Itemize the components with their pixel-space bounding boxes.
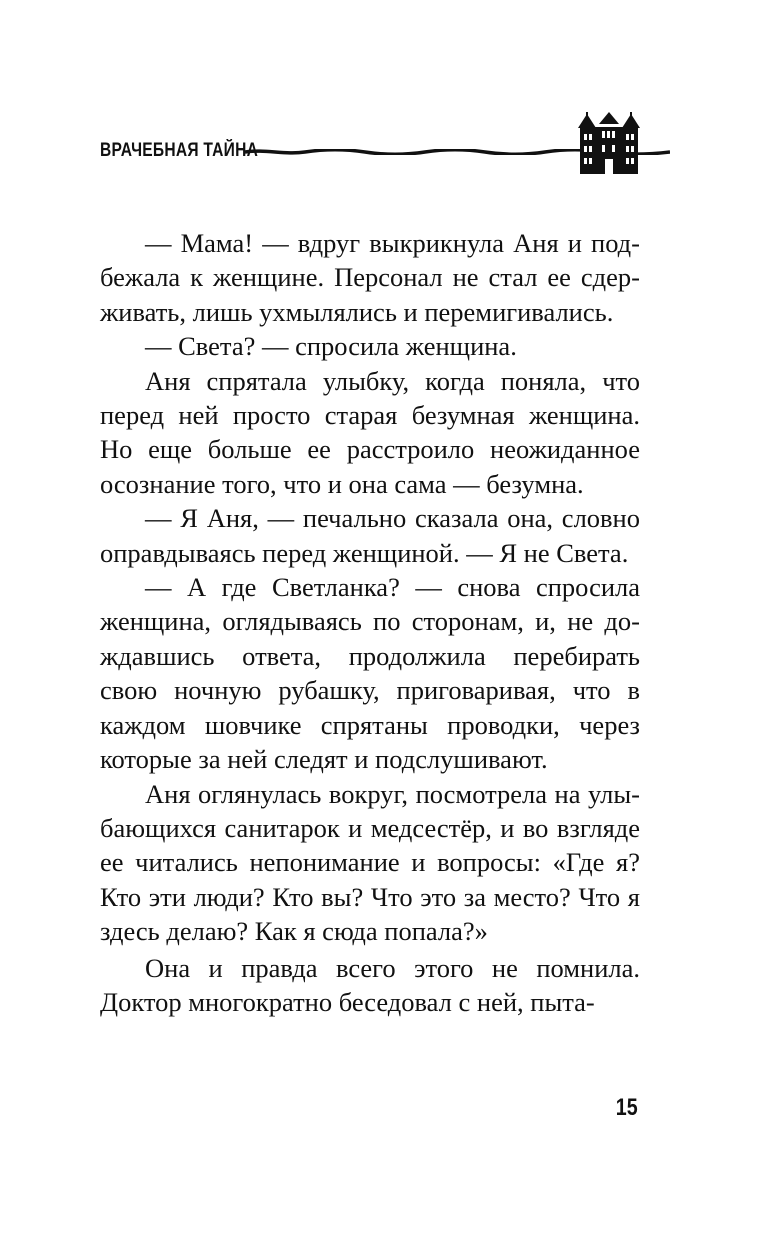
paragraph: Аня оглянулась вокруг, посмотрела на улыбающихся санитарок и медсестёр, и во взгляде ее читались непонимание и вопросы: «Где я? Кто эти люди? Кто вы? Что это за место? Что я здесь делаю? Как я сюда попала?» xyxy=(100,778,640,947)
paragraph: Она и правда всего этого не помнила. Доктор многократно беседовал с ней, пыта- xyxy=(100,952,640,1017)
running-header xyxy=(100,112,640,174)
house-icon xyxy=(578,112,640,174)
paragraph: — Мама! — вдруг выкрикнула Аня и подбежала к женщине. Персонал не стал ее сдерживать, лишь ухмылялись и перемигивались. xyxy=(100,228,640,327)
paragraph: — А где Светланка? — снова спросила женщина, оглядываясь по сторонам, и, не дождавшись ответа, продолжила перебирать свою ночную рубашку, приговаривая, что в каждом шовчике спрятаны проводки, через которые за ней следят и подслушивают. xyxy=(100,572,640,775)
body-text xyxy=(100,226,640,1019)
page-number: 15 xyxy=(616,1094,638,1121)
paragraph: — Я Аня, — печально сказала она, словно оправдываясь перед женщиной. — Я не Света. xyxy=(100,503,640,568)
paragraph: Аня спрятала улыбку, когда поняла, что перед ней просто старая безумная женщина. Но еще больше ее расстроило неожиданное осознание того, что и она сама — безумна. xyxy=(100,365,640,499)
paragraph: — Света? — спросила женщина. xyxy=(145,331,517,362)
running-header-title: ВРАЧЕБНАЯ ТАЙНА xyxy=(100,140,259,161)
